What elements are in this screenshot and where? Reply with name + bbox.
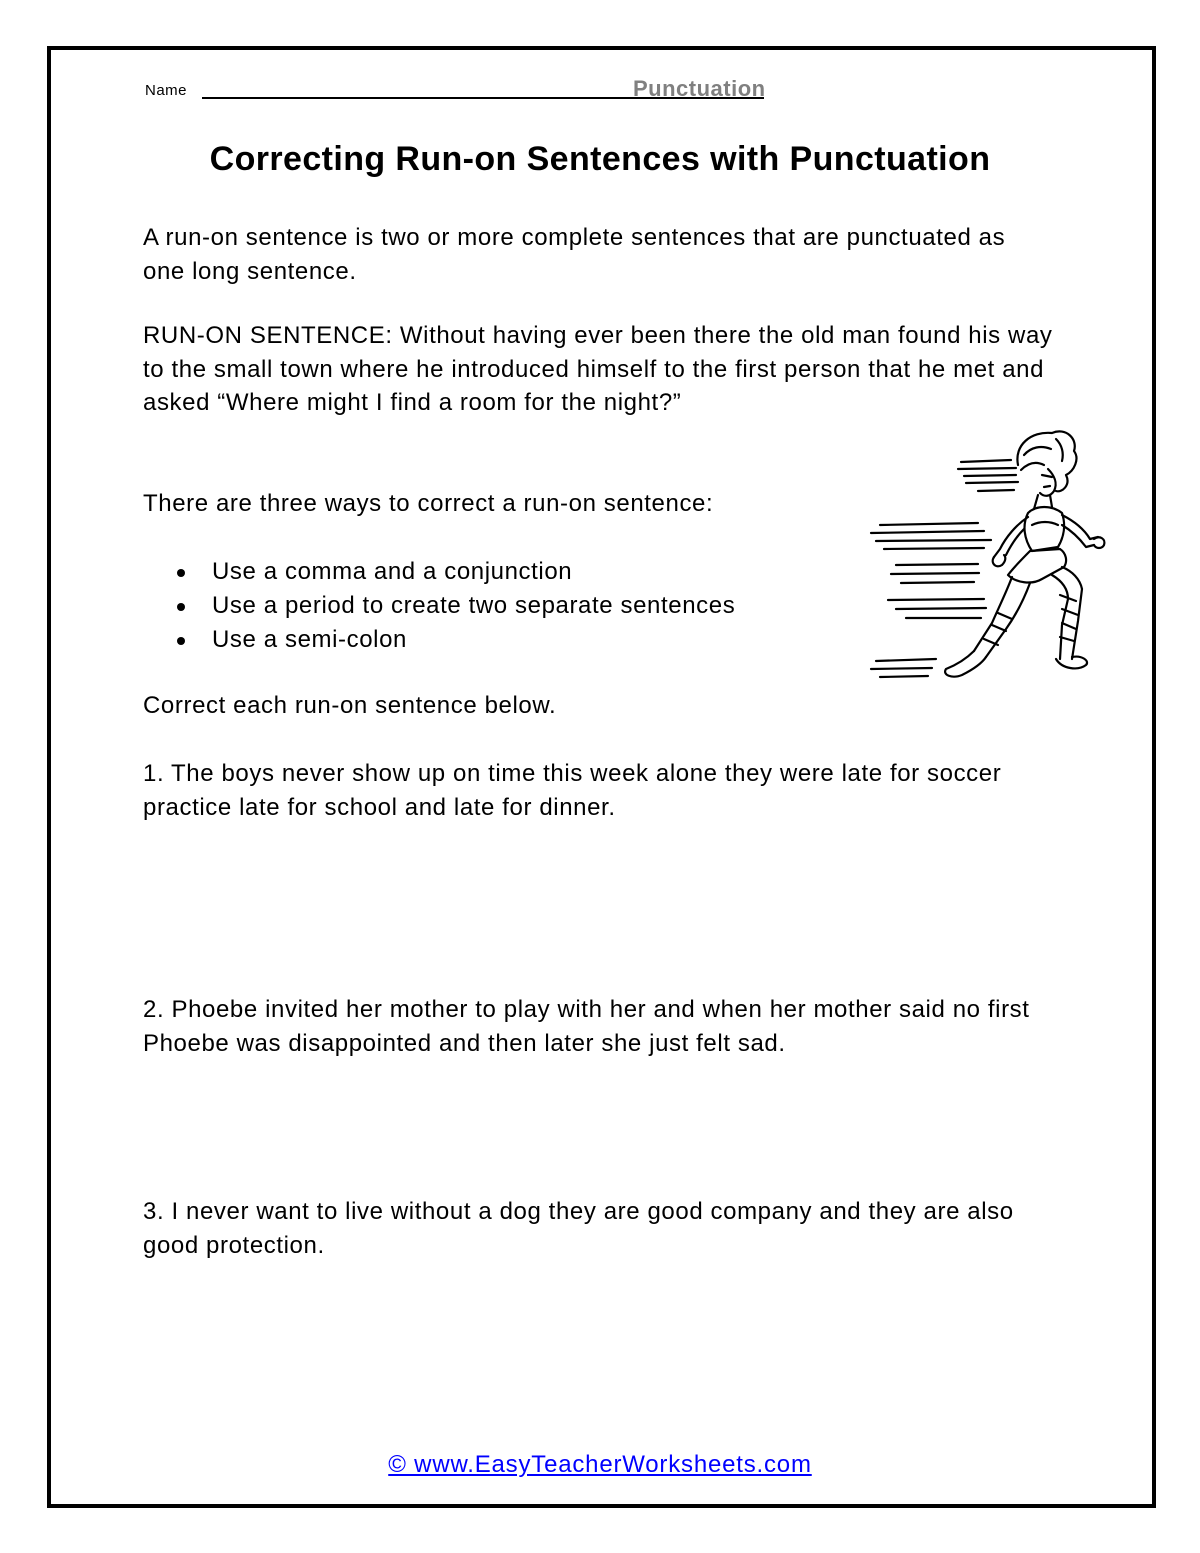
ways-intro: There are three ways to correct a run-on sentence: [143,490,714,517]
website-link[interactable]: © www.EasyTeacherWorksheets.com [388,1451,812,1478]
page-title: Correcting Run-on Sentences with Punctuation [209,140,991,178]
bullet-icon [177,569,185,577]
question-2: 2. Phoebe invited her mother to play with her and when her mother said no first Phoebe was disappointed and then later she just felt sad. [143,996,1030,1057]
name-label: Name [145,82,188,99]
intro-paragraph: A run-on sentence is two or more complete sentences that are punctuated as one long sentence. [143,224,1006,285]
topic-label: Punctuation [633,76,766,101]
list-item [143,555,735,589]
instruction-text: Correct each run-on sentence below. [143,692,557,719]
list-item-text: Use a period to create two separate sentences [212,592,736,619]
bullet-icon [177,603,185,611]
example-paragraph: RUN-ON SENTENCE: Without having ever been there the old man found his way to the small town where he introduced himself to the first person that he met and asked “Where might I find a room for the night?” [143,322,1053,416]
ways-list [143,555,735,657]
list-item-text: Use a comma and a conjunction [212,558,573,585]
question-1: 1. The boys never show up on time this week alone they were late for soccer practice late for school and late for dinner. [143,760,1002,821]
running-woman-icon [866,425,1120,687]
bullet-icon [177,637,185,645]
list-item-text: Use a semi-colon [212,626,408,653]
worksheet-header [145,76,845,106]
list-item [143,623,735,657]
footer [0,1451,1200,1479]
question-3: 3. I never want to live without a dog they are good company and they are also good protection. [143,1198,1014,1259]
list-item [143,589,735,623]
